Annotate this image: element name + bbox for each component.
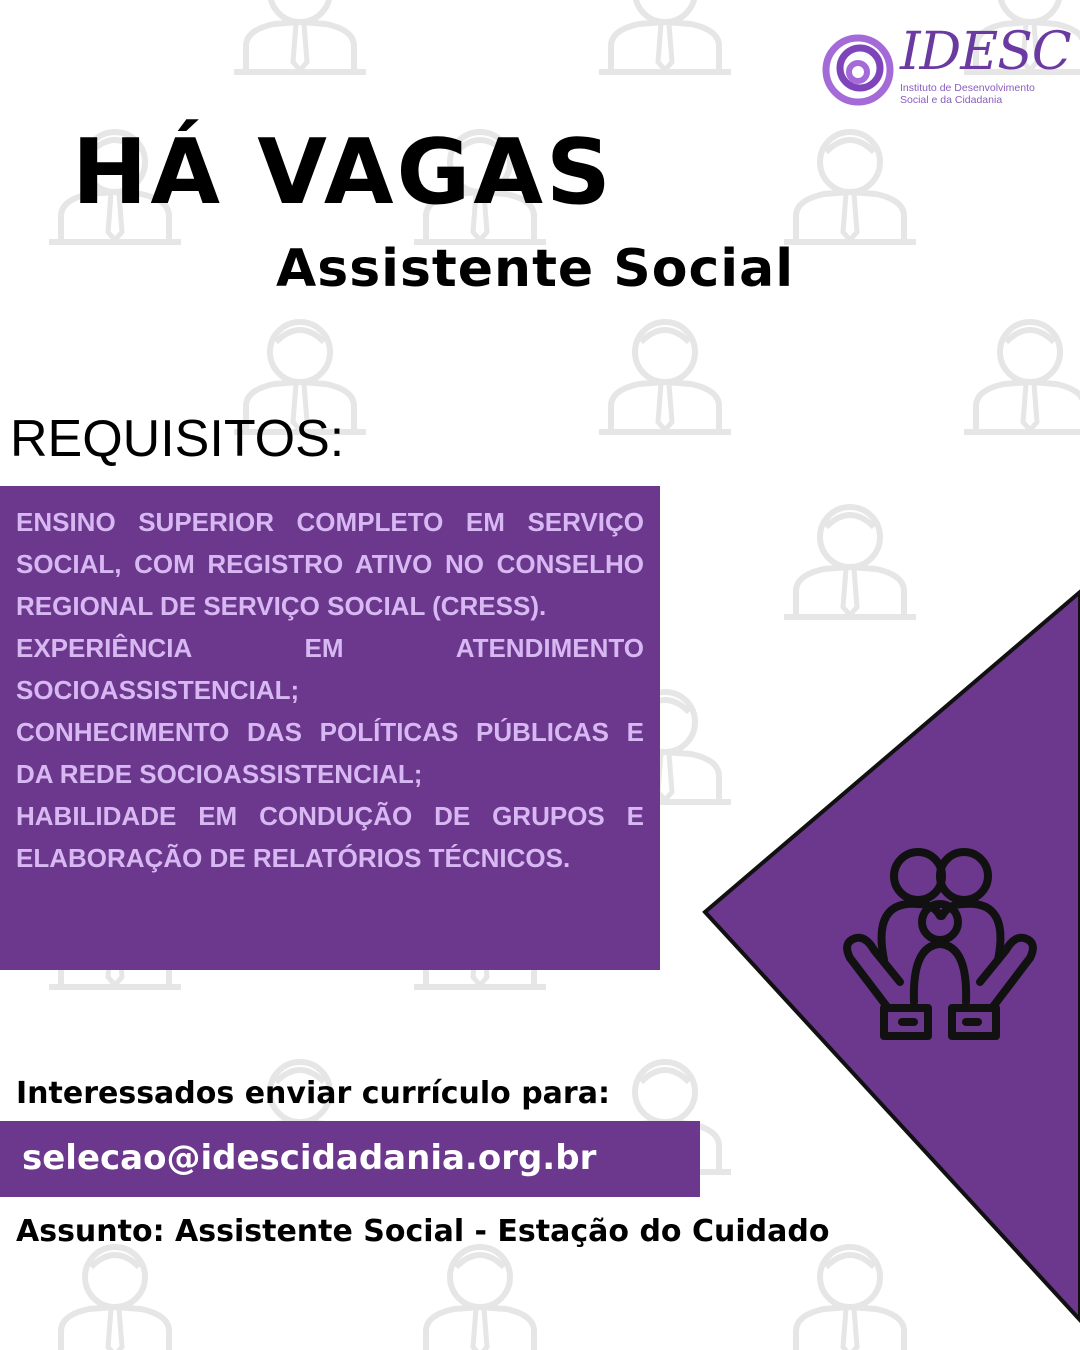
logo-subtitle-line1: Instituto de Desenvolvimento bbox=[900, 82, 1035, 94]
email-subject: Assunto: Assistente Social - Estação do Cuidado bbox=[16, 1214, 830, 1249]
contact-label: Interessados enviar currículo para: bbox=[16, 1076, 610, 1111]
requirement-item: ENSINO SUPERIOR COMPLETO EM SERVIÇO SOCIAL, COM REGISTRO ATIVO NO CONSELHO REGIONAL DE SERVIÇO SOCIAL (CRESS). bbox=[16, 507, 644, 621]
logo-name: IDESC bbox=[900, 22, 1071, 82]
logo-subtitle bbox=[900, 82, 1035, 106]
spiral-logo-icon bbox=[822, 34, 894, 106]
requirement-item: HABILIDADE EM CONDUÇÃO DE GRUPOS E ELABORAÇÃO DE RELATÓRIOS TÉCNICOS. bbox=[16, 801, 644, 873]
headline: HÁ VAGAS bbox=[72, 120, 614, 225]
requirement-item: EXPERIÊNCIA EM ATENDIMENTO SOCIOASSISTENCIAL; bbox=[16, 633, 644, 705]
family-in-hands-icon bbox=[838, 842, 1042, 1046]
requirements-list bbox=[16, 501, 644, 879]
idesc-logo bbox=[822, 22, 1071, 110]
logo-subtitle-line2: Social e da Cidadania bbox=[900, 94, 1003, 106]
requirement-item: CONHECIMENTO DAS POLÍTICAS PÚBLICAS E DA REDE SOCIOASSISTENCIAL; bbox=[16, 717, 644, 789]
requirements-title: REQUISITOS: bbox=[10, 410, 345, 468]
position-title: Assistente Social bbox=[276, 239, 795, 299]
email-link[interactable]: selecao@idescidadania.org.br bbox=[22, 1138, 597, 1178]
